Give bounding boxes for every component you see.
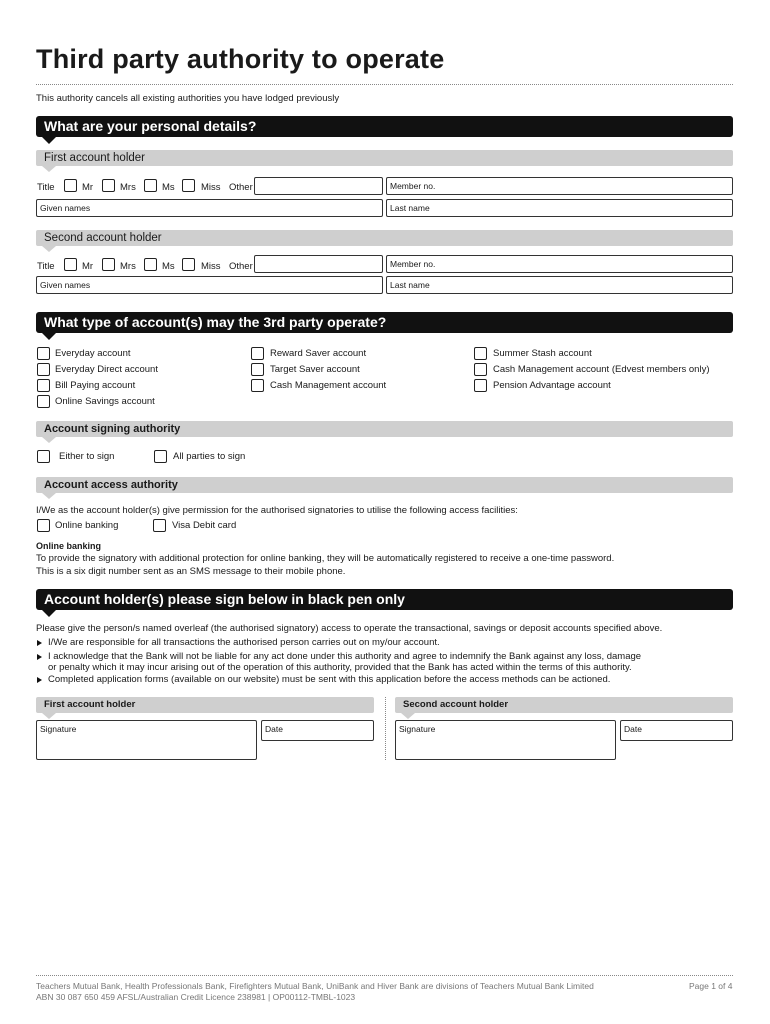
bullet-icon xyxy=(37,654,42,660)
target-saver-checkbox[interactable] xyxy=(251,363,264,376)
section-heading-personal: What are your personal details? xyxy=(36,116,733,137)
second-holder-bar: Second account holder xyxy=(36,230,733,246)
page-title: Third party authority to operate xyxy=(36,44,445,74)
title-mr-checkbox-2[interactable] xyxy=(64,258,77,271)
online-banking-heading: Online banking xyxy=(36,541,102,551)
online-banking-text-1: To provide the signatory with additional protection for online banking, they will be automatically registered to receive a one-time password. xyxy=(36,553,615,564)
member-no-field[interactable] xyxy=(386,177,733,195)
given-names-field-2[interactable] xyxy=(36,276,383,294)
date-label-2: Date xyxy=(624,724,642,734)
title-mrs-label-2: Mrs xyxy=(120,261,136,272)
second-signature-box[interactable] xyxy=(395,720,616,760)
title-miss-checkbox-2[interactable] xyxy=(182,258,195,271)
title-ms-label: Ms xyxy=(162,182,175,193)
title-miss-checkbox[interactable] xyxy=(182,179,195,192)
reward-saver-label: Reward Saver account xyxy=(270,348,367,359)
title-mr-checkbox[interactable] xyxy=(64,179,77,192)
second-date-box[interactable] xyxy=(620,720,733,741)
title-mr-label: Mr xyxy=(82,182,94,193)
either-to-sign-label: Either to sign xyxy=(59,451,115,462)
cash-management-edvest-label: Cash Management account (Edvest members only) xyxy=(493,364,710,375)
section-heading-sign: Account holder(s) please sign below in black pen only xyxy=(36,589,733,610)
signature-label: Signature xyxy=(40,724,77,734)
access-authority-bar: Account access authority xyxy=(36,477,733,493)
bullet-2b: or penalty which it may incur arising out of the operation of this authority, provided that the Bank has acted within the terms of this authority. xyxy=(48,662,632,673)
title-mr-label-2: Mr xyxy=(82,261,94,272)
bullet-1: I/We are responsible for all transactions the authorised person carries out on my/our account. xyxy=(48,637,440,648)
bullet-2a: I acknowledge that the Bank will not be liable for any act done under this authority and agree to indemnify the Bank against any loss, damage xyxy=(48,651,642,662)
given-names-field[interactable] xyxy=(36,199,383,217)
title-other-field[interactable] xyxy=(254,177,383,195)
online-banking-checkbox[interactable] xyxy=(37,519,50,532)
column-divider xyxy=(385,697,386,760)
either-to-sign-checkbox[interactable] xyxy=(37,450,50,463)
footer-divider xyxy=(36,975,733,976)
everyday-account-label: Everyday account xyxy=(55,348,131,359)
first-holder-sign-bar: First account holder xyxy=(36,697,374,713)
bullet-icon xyxy=(37,640,42,646)
title-miss-label: Miss xyxy=(201,182,221,193)
member-no-label: Member no. xyxy=(390,181,436,191)
everyday-account-checkbox[interactable] xyxy=(37,347,50,360)
title-ms-label-2: Ms xyxy=(162,261,175,272)
title-label-2: Title xyxy=(37,261,55,272)
everyday-direct-checkbox[interactable] xyxy=(37,363,50,376)
divider xyxy=(36,84,733,85)
title-ms-checkbox[interactable] xyxy=(144,179,157,192)
bill-paying-label: Bill Paying account xyxy=(55,380,136,391)
cash-management-label: Cash Management account xyxy=(270,380,387,391)
member-no-field-2[interactable] xyxy=(386,255,733,273)
signature-label-2: Signature xyxy=(399,724,436,734)
all-parties-checkbox[interactable] xyxy=(154,450,167,463)
bill-paying-checkbox[interactable] xyxy=(37,379,50,392)
reward-saver-checkbox[interactable] xyxy=(251,347,264,360)
everyday-direct-label: Everyday Direct account xyxy=(55,364,158,375)
online-savings-label: Online Savings account xyxy=(55,396,155,407)
last-name-field[interactable] xyxy=(386,199,733,217)
visa-debit-label: Visa Debit card xyxy=(172,520,237,531)
visa-debit-checkbox[interactable] xyxy=(153,519,166,532)
access-intro: I/We as the account holder(s) give permission for the authorised signatories to utilise the following access facilities: xyxy=(36,505,518,516)
last-name-label-2: Last name xyxy=(390,280,430,290)
second-holder-sign-bar: Second account holder xyxy=(395,697,733,713)
sign-intro: Please give the person/s named overleaf (the authorised signatory) access to operate the transactional, savings or deposit accounts specified above. xyxy=(36,623,663,634)
title-other-label: Other xyxy=(229,182,253,193)
first-holder-bar: First account holder xyxy=(36,150,733,166)
last-name-label: Last name xyxy=(390,203,430,213)
cash-management-checkbox[interactable] xyxy=(251,379,264,392)
bullet-icon xyxy=(37,677,42,683)
all-parties-label: All parties to sign xyxy=(173,451,246,462)
page-subtitle: This authority cancels all existing authorities you have lodged previously xyxy=(36,93,340,104)
first-date-box[interactable] xyxy=(261,720,374,741)
signing-authority-bar: Account signing authority xyxy=(36,421,733,437)
cash-management-edvest-checkbox[interactable] xyxy=(474,363,487,376)
date-label: Date xyxy=(265,724,283,734)
bullet-3: Completed application forms (available on our website) must be sent with this application before the access methods can be actioned. xyxy=(48,674,611,685)
title-mrs-checkbox-2[interactable] xyxy=(102,258,115,271)
footer-line-2: ABN 30 087 650 459 AFSL/Australian Credit Licence 238981 | OP00112-TMBL-1023 xyxy=(36,992,356,1002)
title-other-field-2[interactable] xyxy=(254,255,383,273)
section-heading-accounts: What type of account(s) may the 3rd party operate? xyxy=(36,312,733,333)
summer-stash-label: Summer Stash account xyxy=(493,348,592,359)
last-name-field-2[interactable] xyxy=(386,276,733,294)
title-label: Title xyxy=(37,182,55,193)
title-other-label-2: Other xyxy=(229,261,253,272)
online-savings-checkbox[interactable] xyxy=(37,395,50,408)
summer-stash-checkbox[interactable] xyxy=(474,347,487,360)
footer-line-1: Teachers Mutual Bank, Health Professionals Bank, Firefighters Mutual Bank, UniBank and Hiver Bank are divisions of Teachers Mutual Bank Limited xyxy=(36,981,594,991)
title-miss-label-2: Miss xyxy=(201,261,221,272)
given-names-label-2: Given names xyxy=(40,280,91,290)
online-banking-text-2: This is a six digit number sent as an SMS message to their mobile phone. xyxy=(36,566,346,577)
first-signature-box[interactable] xyxy=(36,720,257,760)
online-banking-label: Online banking xyxy=(55,520,119,531)
member-no-label-2: Member no. xyxy=(390,259,436,269)
title-mrs-label: Mrs xyxy=(120,182,136,193)
page-number: Page 1 of 4 xyxy=(689,981,733,991)
pension-advantage-checkbox[interactable] xyxy=(474,379,487,392)
target-saver-label: Target Saver account xyxy=(270,364,360,375)
title-mrs-checkbox[interactable] xyxy=(102,179,115,192)
title-ms-checkbox-2[interactable] xyxy=(144,258,157,271)
pension-advantage-label: Pension Advantage account xyxy=(493,380,611,391)
given-names-label: Given names xyxy=(40,203,91,213)
